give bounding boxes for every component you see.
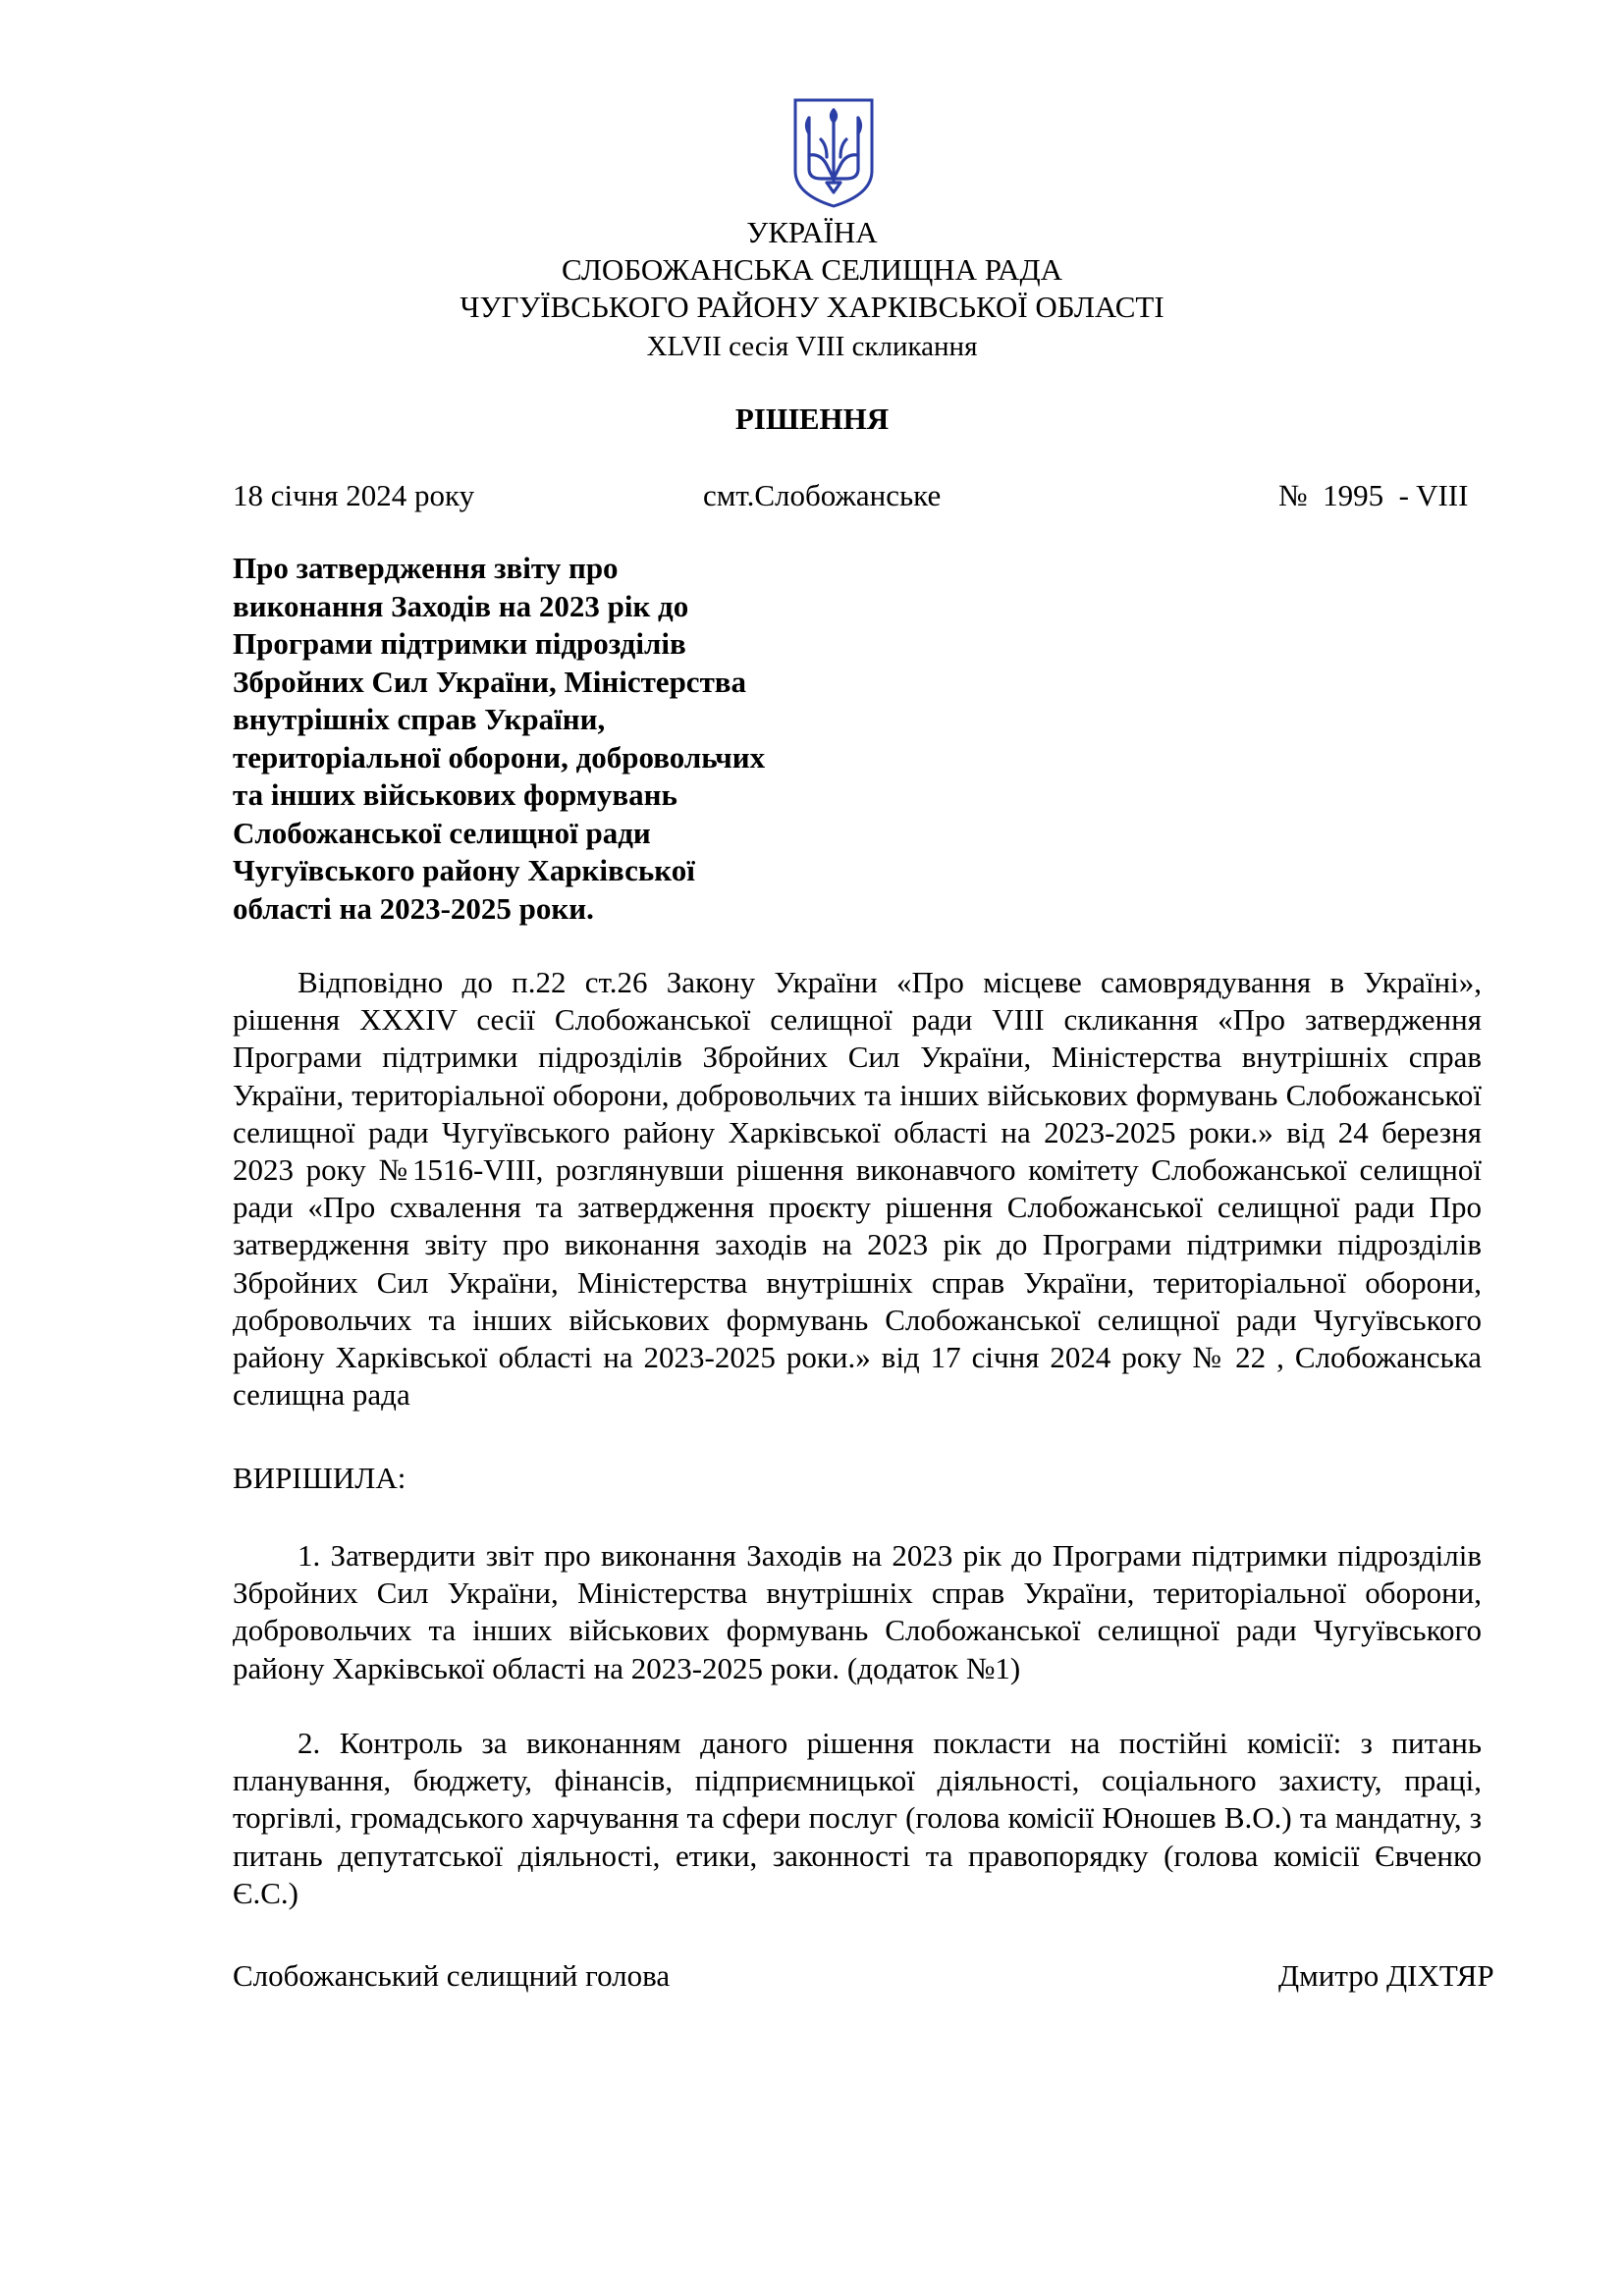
district-name: ЧУГУЇВСЬКОГО РАЙОНУ ХАРКІВСЬКОЇ ОБЛАСТІ bbox=[460, 290, 1164, 324]
signatory-name: Дмитро ДІХТЯР bbox=[1278, 1958, 1494, 1993]
subject-line: Про затвердження звіту про bbox=[233, 551, 619, 585]
document-title: РІШЕННЯ bbox=[734, 401, 890, 436]
decision-subject bbox=[233, 550, 861, 928]
subject-line: виконання Заходів на 2023 рік до bbox=[233, 588, 689, 623]
subject-line: територіальної оборони, добровольчих bbox=[233, 739, 766, 774]
subject-line: внутрішніх справ України, bbox=[233, 702, 606, 736]
subject-line: Слобожанської селищної ради bbox=[233, 815, 651, 850]
council-name: СЛОБОЖАНСЬКА СЕЛИЩНА РАДА bbox=[562, 252, 1062, 287]
subject-line: області на 2023-2025 роки. bbox=[233, 890, 594, 926]
resolution-item-1: 1. Затвердити звіт про виконання Заходів на 2023 рік до Програми підтримки підрозділів Збройних Сил України, Міністерства внутрішніх справ України, територіальної оборони, добровольчих та інших військових формувань Слобожанської селищної ради Чугуївського району Харківської області на 2023-2025 роки. (додаток №1) bbox=[233, 1538, 1482, 1685]
ukraine-trident-emblem-icon bbox=[791, 96, 876, 210]
decision-place: смт.Слобожанське bbox=[703, 478, 942, 512]
subject-line: Програми підтримки підрозділів bbox=[233, 626, 686, 661]
subject-line: Збройних Сил України, Міністерства bbox=[233, 664, 747, 699]
subject-line: Чугуївського району Харківської bbox=[233, 853, 695, 887]
preamble-paragraph: Відповідно до п.22 ст.26 Закону України «Про місцеве самоврядування в Україні», рішення XXXIV сесії Слобожанської селищної ради VIII скликання «Про затвердження Програми підтримки підрозділів Збройних Сил України, Міністерства внутрішніх справ України, територіальної оборони, добровольчих та інших військових формувань Слобожанської селищної ради Чугуївського району Харківської області на 2023-2025 роки.» від 24 березня 2023 року №1516-VIII, розглянувши рішення виконавчого комітету Слобожанської селищної ради «Про схвалення та затвердження проєкту рішення Слобожанської селищної ради Про затвердження звіту про виконання заходів на 2023 рік до Програми підтримки підрозділів Збройних Сил України, Міністерства внутрішніх справ України, територіальної оборони, добровольчих та інших військових формувань Слобожанської селищної ради Чугуївського району Харківської області на 2023-2025 роки.» від 17 січня 2024 року № 22 , Слобожанська селищна рада bbox=[233, 965, 1482, 1413]
decided-label: ВИРІШИЛА: bbox=[233, 1461, 406, 1495]
resolution-item-2: 2. Контроль за виконанням даного рішення покласти на постійні комісії: з питань планування, бюджету, фінансів, підприємницької діяльності, соціального захисту, праці, торгівлі, громадського харчування та сфери послуг (голова комісії Юношев В.О.) та мандатну, з питань депутатської діяльності, етики, законності та правопорядку (голова комісії Євченко Є.С.) bbox=[233, 1726, 1482, 1910]
session-line: XLVII сесія VIII скликання bbox=[646, 331, 978, 362]
country-name: УКРАЇНА bbox=[746, 215, 878, 249]
decision-number: № 1995 - VIII bbox=[1278, 478, 1469, 512]
signatory-role: Слобожанський селищний голова bbox=[233, 1958, 671, 1993]
subject-line: та інших військових формувань bbox=[233, 777, 677, 812]
decision-date: 18 січня 2024 року bbox=[233, 478, 475, 512]
